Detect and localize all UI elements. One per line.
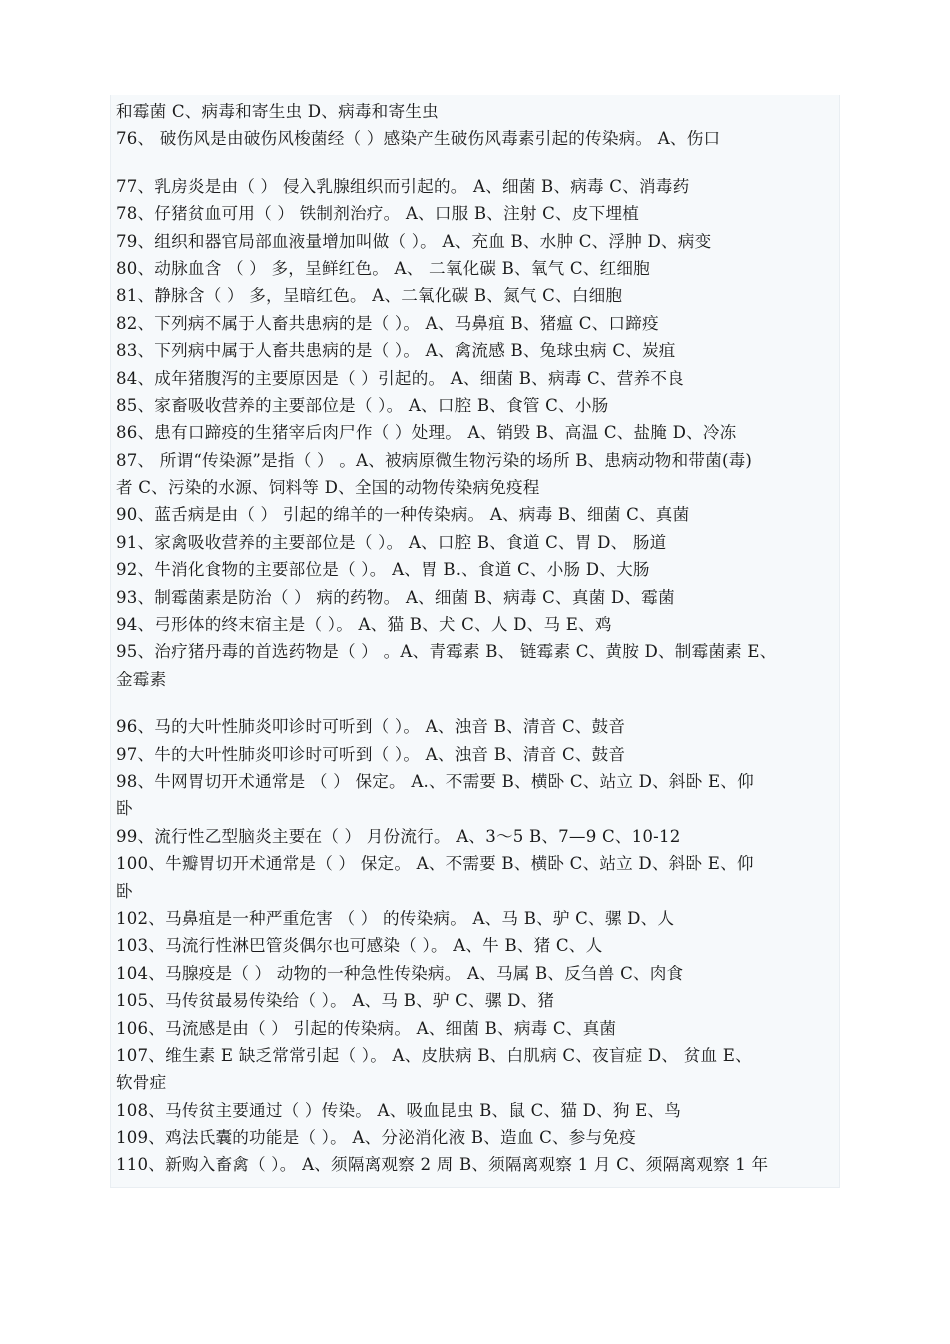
text-line: 90、蓝舌病是由（ ） 引起的绵羊的一种传染病。 A、病毒 B、细菌 C、真菌 — [116, 505, 690, 525]
text-line: 76、 破伤风是由破伤风梭菌经（ ）感染产生破伤风毒素引起的传染病。 A、伤口 — [116, 129, 721, 149]
text-line: 105、马传贫最易传染给（ ）。 A、马 B、驴 C、骡 D、猪 — [116, 991, 555, 1011]
blank-line — [116, 153, 839, 173]
text-line: 103、马流行性淋巴管炎偶尔也可感染（ ）。 A、牛 B、猪 C、人 — [116, 936, 603, 956]
text-line: 软骨症 — [116, 1073, 167, 1093]
text-line: 卧 — [116, 881, 133, 901]
text-line: 95、治疗猪丹毒的首选药物是（ ） 。A、青霉素 B、 链霉素 C、黄胺 D、制霉菌素 E、 — [116, 642, 777, 662]
text-line: 102、马鼻疽是一种严重危害 （ ） 的传染病。 A、马 B、驴 C、骡 D、人 — [116, 908, 675, 928]
text-line: 106、马流感是由（ ） 引起的传染病。 A、细菌 B、病毒 C、真菌 — [116, 1018, 617, 1038]
text-line: 81、静脉含（ ） 多，呈暗红色。 A、二氧化碳 B、氮气 C、白细胞 — [116, 286, 623, 306]
text-line: 78、仔猪贫血可用（ ） 铁制剂治疗。 A、口服 B、注射 C、皮下埋植 — [116, 204, 639, 224]
text-line: 91、家禽吸收营养的主要部位是（ ）。 A、口腔 B、食道 C、胃 D、 肠道 — [116, 532, 667, 552]
text-line: 109、鸡法氏囊的功能是（ ）。 A、分泌消化液 B、造血 C、参与免疫 — [116, 1128, 636, 1148]
text-line: 卧 — [116, 799, 133, 819]
text-line: 96、马的大叶性肺炎叩诊时可听到（ ）。 A、浊音 B、清音 C、鼓音 — [116, 717, 626, 737]
text-line: 110、新购入畜禽（ ）。 A、须隔离观察 2 周 B、须隔离观察 1 月 C、须隔离观察 1 年 — [116, 1155, 769, 1175]
text-line: 80、动脉血含 （ ） 多，呈鲜红色。 A、 二氧化碳 B、氧气 C、红细胞 — [116, 258, 650, 278]
text-line: 82、下列病不属于人畜共患病的是（ ）。 A、马鼻疽 B、猪瘟 C、口蹄疫 — [116, 313, 659, 333]
document-text-panel — [110, 95, 840, 1188]
text-line: 98、牛网胃切开术通常是 （ ） 保定。 A.、不需要 B、横卧 C、站立 D、斜卧 E、仰 — [116, 771, 754, 791]
text-line: 100、牛瓣胃切开术通常是（ ） 保定。 A、不需要 B、横卧 C、站立 D、斜卧 E、仰 — [116, 854, 754, 874]
text-line: 83、下列病中属于人畜共患病的是（ ）。 A、禽流感 B、兔球虫病 C、炭疽 — [116, 341, 676, 361]
text-line: 87、 所谓“传染源”是指（ ） 。A、被病原微生物污染的场所 B、患病动物和带菌(毒) — [116, 450, 753, 470]
text-line: 104、马腺疫是（ ） 动物的一种急性传染病。 A、马属 B、反刍兽 C、肉食 — [116, 963, 684, 983]
text-line: 97、牛的大叶性肺炎叩诊时可听到（ ）。 A、浊音 B、清音 C、鼓音 — [116, 744, 626, 764]
text-line: 92、牛消化食物的主要部位是（ ）。 A、胃 B.、食道 C、小肠 D、大肠 — [116, 560, 650, 580]
text-line: 金霉素 — [116, 669, 167, 689]
blank-line — [116, 693, 839, 713]
text-line: 85、家畜吸收营养的主要部位是（ ）。 A、口腔 B、食管 C、小肠 — [116, 395, 609, 415]
text-line: 99、流行性乙型脑炎主要在（ ） 月份流行。 A、3～5 B、7—9 C、10-12 — [116, 826, 681, 846]
text-line: 84、成年猪腹泻的主要原因是（ ）引起的。 A、细菌 B、病毒 C、营养不良 — [116, 368, 684, 388]
text-line: 者 C、污染的水源、饲料等 D、全国的动物传染病免疫程 — [116, 478, 540, 498]
text-line: 86、患有口蹄疫的生猪宰后肉尸作（ ）处理。 A、销毁 B、高温 C、盐腌 D、冷冻 — [116, 423, 737, 443]
text-line: 108、马传贫主要通过（ ）传染。 A、吸血昆虫 B、鼠 C、猫 D、狗 E、鸟 — [116, 1100, 682, 1120]
text-line: 107、维生素 E 缺乏常常引起（ ）。 A、皮肤病 B、白肌病 C、夜盲症 D、 贫血 E、 — [116, 1045, 752, 1065]
text-line: 79、组织和器官局部血液量增加叫做（ ）。 A、充血 B、水肿 C、浮肿 D、病变 — [116, 231, 712, 251]
text-line: 和霉菌 C、病毒和寄生虫 D、病毒和寄生虫 — [116, 102, 439, 121]
text-line: 77、乳房炎是由（ ） 侵入乳腺组织而引起的。 A、细菌 B、病毒 C、消毒药 — [116, 176, 690, 196]
text-line: 94、弓形体的终末宿主是（ ）。 A、猫 B、犬 C、人 D、马 E、鸡 — [116, 615, 612, 635]
text-line: 93、制霉菌素是防治（ ） 病的药物。 A、细菌 B、病毒 C、真菌 D、霉菌 — [116, 587, 675, 607]
